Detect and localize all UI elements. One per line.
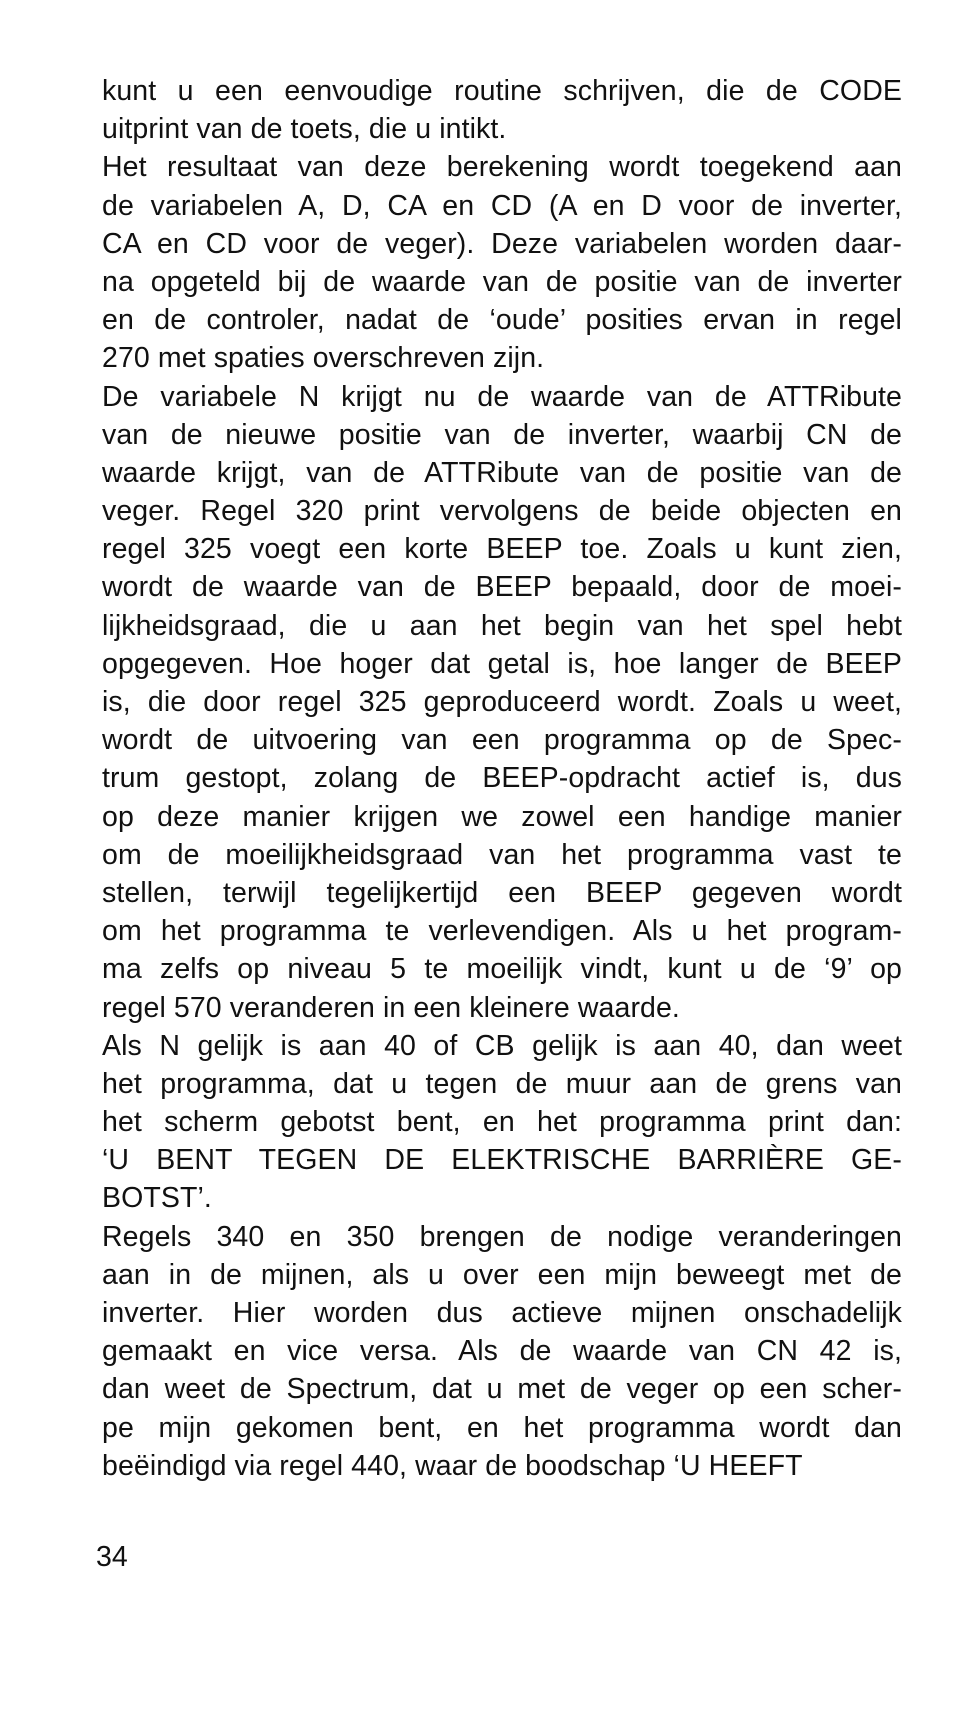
text-line: wordt de waarde van de BEEP bepaald, door de moei- (102, 571, 902, 604)
paragraph (102, 148, 902, 377)
text-line: om de moeilijkheidsgraad van het programma vast te (102, 838, 902, 871)
text-line: dan weet de Spectrum, dat u met de veger op een scher- (102, 1373, 902, 1406)
text-line: BOTST’. (102, 1182, 212, 1215)
body-text (102, 72, 902, 1485)
text-line: waarde krijgt, van de ATTRibute van de positie van de (102, 456, 902, 489)
text-line: Regels 340 en 350 brengen de nodige veranderingen (102, 1220, 902, 1253)
page-number: 34 (96, 1541, 128, 1573)
text-line: uitprint van de toets, die u intikt. (102, 113, 507, 146)
text-line: op deze manier krijgen we zowel een handige manier (102, 800, 902, 833)
text-line: van de nieuwe positie van de inverter, waarbij CN de (102, 418, 902, 451)
paragraph (102, 1218, 902, 1485)
text-line: pe mijn gekomen bent, en het programma wordt dan (102, 1411, 902, 1444)
text-line: trum gestopt, zolang de BEEP-opdracht actief is, dus (102, 762, 902, 795)
text-line: om het programma te verlevendigen. Als u het program- (102, 915, 902, 948)
text-line: Het resultaat van deze berekening wordt toegekend aan (102, 151, 902, 184)
paragraph (102, 1027, 902, 1218)
text-line: stellen, terwijl tegelijkertijd een BEEP gegeven wordt (102, 876, 902, 909)
text-line: ma zelfs op niveau 5 te moeilijk vindt, kunt u de ‘9’ op (102, 953, 902, 986)
text-line: regel 325 voegt een korte BEEP toe. Zoals u kunt zien, (102, 533, 902, 566)
text-line: beëindigd via regel 440, waar de boodschap ‘U HEEFT (102, 1449, 803, 1482)
text-line: veger. Regel 320 print vervolgens de beide objecten en (102, 495, 902, 528)
paragraph (102, 378, 902, 1027)
text-line: opgegeven. Hoe hoger dat getal is, hoe langer de BEEP (102, 647, 902, 680)
text-line: kunt u een eenvoudige routine schrijven, die de CODE (102, 75, 902, 107)
text-line: gemaakt en vice versa. Als de waarde van CN 42 is, (102, 1335, 902, 1368)
text-line: wordt de uitvoering van een programma op de Spec- (102, 724, 902, 757)
text-line: aan in de mijnen, als u over een mijn beweegt met de (102, 1258, 902, 1291)
text-line: en de controler, nadat de ‘oude’ posities ervan in regel (102, 304, 902, 337)
text-line: lijkheidsgraad, die u aan het begin van het spel hebt (102, 609, 902, 642)
text-line: ‘U BENT TEGEN DE ELEKTRISCHE BARRIÈRE GE- (102, 1144, 902, 1177)
text-line: de variabelen A, D, CA en CD (A en D voor de inverter, (102, 189, 902, 222)
text-line: inverter. Hier worden dus actieve mijnen onschadelijk (102, 1297, 902, 1329)
text-line: het programma, dat u tegen de muur aan de grens van (102, 1067, 902, 1100)
text-line: regel 570 veranderen in een kleinere waarde. (102, 991, 680, 1024)
text-line: 270 met spaties overschreven zijn. (102, 342, 545, 375)
text-line: na opgeteld bij de waarde van de positie van de inverter (102, 265, 902, 298)
text-line: De variabele N krijgt nu de waarde van de ATTRibute (102, 380, 902, 413)
paragraph (102, 72, 902, 148)
text-line: is, die door regel 325 geproduceerd wordt. Zoals u weet, (102, 686, 902, 718)
text-line: het scherm gebotst bent, en het programma print dan: (102, 1106, 902, 1139)
text-line: CA en CD voor de veger). Deze variabelen worden daar- (102, 227, 902, 260)
text-line: Als N gelijk is aan 40 of CB gelijk is aan 40, dan weet (102, 1029, 902, 1062)
